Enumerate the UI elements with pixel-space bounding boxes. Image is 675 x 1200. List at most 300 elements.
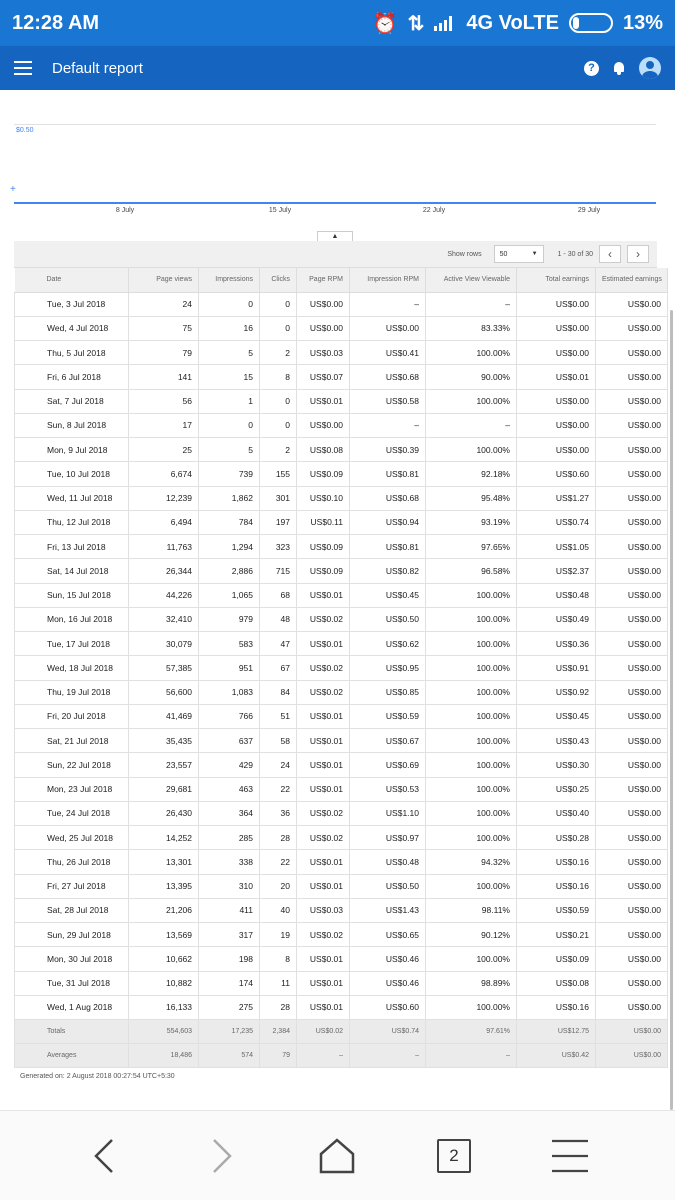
table-cell: US$1.27 bbox=[517, 486, 596, 510]
forward-button[interactable] bbox=[196, 1131, 246, 1181]
table-cell: Wed, 1 Aug 2018 bbox=[15, 995, 129, 1019]
table-cell: 951 bbox=[199, 656, 260, 680]
table-cell: 98.11% bbox=[426, 898, 517, 922]
table-cell: US$0.01 bbox=[297, 753, 350, 777]
table-cell: 1,862 bbox=[199, 486, 260, 510]
table-cell: US$0.00 bbox=[350, 316, 426, 340]
table-cell: Tue, 31 Jul 2018 bbox=[15, 971, 129, 995]
chart-x-tick-label: 22 July bbox=[422, 207, 446, 214]
table-cell: 2 bbox=[260, 438, 297, 462]
table-cell: US$0.60 bbox=[517, 462, 596, 486]
column-header[interactable]: Total earnings bbox=[517, 268, 596, 292]
table-cell: Wed, 4 Jul 2018 bbox=[15, 316, 129, 340]
table-cell: US$0.07 bbox=[297, 365, 350, 389]
table-cell: Wed, 11 Jul 2018 bbox=[15, 486, 129, 510]
table-cell: 1 bbox=[199, 389, 260, 413]
chart-x-tick-label: 15 July bbox=[268, 207, 292, 214]
table-cell: 11,763 bbox=[129, 535, 199, 559]
table-cell: 25 bbox=[129, 438, 199, 462]
table-cell: US$0.02 bbox=[297, 801, 350, 825]
table-cell: 637 bbox=[199, 729, 260, 753]
table-cell: Thu, 26 Jul 2018 bbox=[15, 850, 129, 874]
table-cell: US$0.36 bbox=[517, 632, 596, 656]
table-cell: US$0.50 bbox=[350, 607, 426, 631]
table-cell: 310 bbox=[199, 874, 260, 898]
table-cell: US$0.39 bbox=[350, 438, 426, 462]
totals-cell: US$0.02 bbox=[297, 1020, 350, 1044]
table-cell: US$0.00 bbox=[297, 316, 350, 340]
battery-icon bbox=[569, 13, 613, 33]
table-cell: US$0.46 bbox=[350, 971, 426, 995]
table-cell: US$0.00 bbox=[596, 656, 668, 680]
table-cell: US$0.50 bbox=[350, 874, 426, 898]
table-cell: 56 bbox=[129, 389, 199, 413]
table-cell: 40 bbox=[260, 898, 297, 922]
table-cell: 44,226 bbox=[129, 583, 199, 607]
table-cell: Fri, 27 Jul 2018 bbox=[15, 874, 129, 898]
table-cell: 715 bbox=[260, 559, 297, 583]
table-row bbox=[15, 777, 668, 801]
totals-row bbox=[15, 1020, 668, 1044]
back-chevron-icon bbox=[90, 1136, 120, 1176]
table-row bbox=[15, 850, 668, 874]
status-bar bbox=[0, 0, 675, 46]
table-cell: US$0.95 bbox=[350, 656, 426, 680]
table-cell: Mon, 16 Jul 2018 bbox=[15, 607, 129, 631]
show-rows-label: Show rows bbox=[447, 250, 482, 258]
table-cell: US$0.16 bbox=[517, 995, 596, 1019]
table-cell: 275 bbox=[199, 995, 260, 1019]
column-header[interactable]: Impressions bbox=[199, 268, 260, 292]
table-cell: 93.19% bbox=[426, 510, 517, 534]
table-cell: US$0.01 bbox=[297, 971, 350, 995]
chart-x-tick-label: 29 July bbox=[577, 207, 601, 214]
table-cell: Wed, 25 Jul 2018 bbox=[15, 826, 129, 850]
table-cell: US$0.62 bbox=[350, 632, 426, 656]
table-cell: US$0.00 bbox=[517, 292, 596, 316]
page-title: Default report bbox=[52, 59, 143, 77]
totals-cell: Totals bbox=[15, 1020, 129, 1044]
table-cell: Wed, 18 Jul 2018 bbox=[15, 656, 129, 680]
table-cell: 84 bbox=[260, 680, 297, 704]
next-page-button[interactable] bbox=[627, 245, 649, 263]
table-cell: Sat, 7 Jul 2018 bbox=[15, 389, 129, 413]
table-cell: Sat, 21 Jul 2018 bbox=[15, 729, 129, 753]
table-cell: US$1.43 bbox=[350, 898, 426, 922]
table-cell: US$0.45 bbox=[517, 704, 596, 728]
back-button[interactable] bbox=[80, 1131, 130, 1181]
table-cell: – bbox=[350, 292, 426, 316]
table-cell: 32,410 bbox=[129, 607, 199, 631]
table-header-row bbox=[15, 268, 668, 292]
table-cell: 784 bbox=[199, 510, 260, 534]
table-cell: 47 bbox=[260, 632, 297, 656]
table-cell: US$0.01 bbox=[297, 777, 350, 801]
table-cell: – bbox=[350, 413, 426, 437]
table-cell: 29,681 bbox=[129, 777, 199, 801]
table-row bbox=[15, 462, 668, 486]
table-cell: US$0.00 bbox=[517, 316, 596, 340]
averages-row bbox=[15, 1044, 668, 1068]
table-cell: US$0.58 bbox=[350, 389, 426, 413]
table-cell: US$0.00 bbox=[596, 947, 668, 971]
table-cell: 94.32% bbox=[426, 850, 517, 874]
table-cell: US$0.00 bbox=[596, 510, 668, 534]
column-header[interactable]: Estimated earnings bbox=[596, 268, 668, 292]
averages-cell: US$0.42 bbox=[517, 1044, 596, 1068]
home-icon bbox=[317, 1136, 357, 1176]
table-row bbox=[15, 753, 668, 777]
table-row bbox=[15, 438, 668, 462]
data-transfer-icon: ⇅ bbox=[407, 12, 425, 35]
table-cell: US$0.60 bbox=[350, 995, 426, 1019]
table-cell: 10,882 bbox=[129, 971, 199, 995]
table-cell: US$2.37 bbox=[517, 559, 596, 583]
network-type: 4G VoLTE bbox=[466, 11, 559, 34]
table-row bbox=[15, 680, 668, 704]
table-row bbox=[15, 656, 668, 680]
table-cell: US$0.46 bbox=[350, 947, 426, 971]
table-row bbox=[15, 826, 668, 850]
table-cell: 14,252 bbox=[129, 826, 199, 850]
app-bar bbox=[0, 46, 675, 90]
table-cell: 15 bbox=[199, 365, 260, 389]
table-cell: US$0.59 bbox=[350, 704, 426, 728]
table-cell: US$0.28 bbox=[517, 826, 596, 850]
totals-cell: 17,235 bbox=[199, 1020, 260, 1044]
table-cell: US$0.09 bbox=[517, 947, 596, 971]
scrollbar[interactable] bbox=[670, 310, 673, 1110]
table-cell: US$0.41 bbox=[350, 341, 426, 365]
table-cell: US$0.74 bbox=[517, 510, 596, 534]
table-cell: 28 bbox=[260, 995, 297, 1019]
table-cell: Fri, 6 Jul 2018 bbox=[15, 365, 129, 389]
table-cell: 90.00% bbox=[426, 365, 517, 389]
column-header[interactable]: Clicks bbox=[260, 268, 297, 292]
table-row bbox=[15, 535, 668, 559]
chevron-left-icon: ‹ bbox=[608, 247, 612, 261]
table-cell: US$0.00 bbox=[596, 486, 668, 510]
column-header[interactable]: Page views bbox=[129, 268, 199, 292]
table-cell: 100.00% bbox=[426, 389, 517, 413]
table-cell: US$0.00 bbox=[596, 632, 668, 656]
table-cell: 739 bbox=[199, 462, 260, 486]
table-cell: US$0.48 bbox=[517, 583, 596, 607]
forward-chevron-icon bbox=[206, 1136, 236, 1176]
table-cell: 10,662 bbox=[129, 947, 199, 971]
help-icon[interactable]: ? bbox=[584, 61, 599, 76]
table-cell: 58 bbox=[260, 729, 297, 753]
table-cell: 317 bbox=[199, 923, 260, 947]
table-row bbox=[15, 947, 668, 971]
table-cell: US$0.00 bbox=[596, 559, 668, 583]
table-cell: US$0.97 bbox=[350, 826, 426, 850]
table-cell: US$0.00 bbox=[596, 898, 668, 922]
table-cell: 5 bbox=[199, 438, 260, 462]
table-cell: US$0.00 bbox=[596, 607, 668, 631]
table-cell: – bbox=[426, 292, 517, 316]
table-cell: 51 bbox=[260, 704, 297, 728]
table-cell: 92.18% bbox=[426, 462, 517, 486]
column-header[interactable]: Page RPM bbox=[297, 268, 350, 292]
table-cell: 100.00% bbox=[426, 729, 517, 753]
table-cell: 285 bbox=[199, 826, 260, 850]
table-cell: – bbox=[426, 413, 517, 437]
table-cell: 1,294 bbox=[199, 535, 260, 559]
table-row bbox=[15, 729, 668, 753]
table-cell: Sat, 28 Jul 2018 bbox=[15, 898, 129, 922]
table-row bbox=[15, 632, 668, 656]
table-cell: US$0.01 bbox=[297, 729, 350, 753]
table-cell: US$0.00 bbox=[596, 729, 668, 753]
browser-menu-button[interactable] bbox=[545, 1131, 595, 1181]
table-row bbox=[15, 510, 668, 534]
table-cell: 0 bbox=[199, 292, 260, 316]
table-cell: US$0.00 bbox=[517, 341, 596, 365]
table-cell: 20 bbox=[260, 874, 297, 898]
table-cell: US$0.92 bbox=[517, 680, 596, 704]
table-cell: 338 bbox=[199, 850, 260, 874]
table-row bbox=[15, 971, 668, 995]
table-cell: 22 bbox=[260, 850, 297, 874]
table-cell: Mon, 30 Jul 2018 bbox=[15, 947, 129, 971]
table-cell: US$0.00 bbox=[517, 438, 596, 462]
table-cell: 323 bbox=[260, 535, 297, 559]
column-header[interactable]: Active View Viewable bbox=[426, 268, 517, 292]
table-cell: 1,065 bbox=[199, 583, 260, 607]
table-cell: 8 bbox=[260, 947, 297, 971]
tabs-button[interactable] bbox=[429, 1131, 479, 1181]
table-cell: US$0.68 bbox=[350, 365, 426, 389]
table-row bbox=[15, 316, 668, 340]
table-cell: 16,133 bbox=[129, 995, 199, 1019]
averages-cell: 79 bbox=[260, 1044, 297, 1068]
table-cell: US$0.00 bbox=[596, 704, 668, 728]
table-cell: US$0.01 bbox=[297, 704, 350, 728]
table-row bbox=[15, 341, 668, 365]
table-cell: 100.00% bbox=[426, 341, 517, 365]
table-cell: Sat, 14 Jul 2018 bbox=[15, 559, 129, 583]
table-cell: US$0.00 bbox=[596, 365, 668, 389]
table-cell: 2,886 bbox=[199, 559, 260, 583]
chart-gridline bbox=[14, 124, 656, 125]
table-cell: US$1.10 bbox=[350, 801, 426, 825]
table-cell: US$0.69 bbox=[350, 753, 426, 777]
table-cell: US$0.00 bbox=[596, 995, 668, 1019]
table-cell: US$0.30 bbox=[517, 753, 596, 777]
totals-cell: 97.61% bbox=[426, 1020, 517, 1044]
table-cell: US$0.00 bbox=[596, 292, 668, 316]
table-cell: US$0.00 bbox=[596, 535, 668, 559]
table-cell: Mon, 9 Jul 2018 bbox=[15, 438, 129, 462]
table-cell: US$0.08 bbox=[517, 971, 596, 995]
pagination-range: 1 - 30 of 30 bbox=[557, 250, 593, 258]
table-cell: Sun, 8 Jul 2018 bbox=[15, 413, 129, 437]
table-cell: 2 bbox=[260, 341, 297, 365]
table-cell: 0 bbox=[260, 316, 297, 340]
battery-level: 13% bbox=[622, 11, 663, 34]
table-cell: 0 bbox=[260, 292, 297, 316]
table-cell: US$0.00 bbox=[596, 316, 668, 340]
table-cell: US$0.01 bbox=[297, 874, 350, 898]
table-cell: US$0.00 bbox=[297, 292, 350, 316]
table-cell: US$0.43 bbox=[517, 729, 596, 753]
table-cell: 1,083 bbox=[199, 680, 260, 704]
table-cell: 41,469 bbox=[129, 704, 199, 728]
averages-cell: – bbox=[297, 1044, 350, 1068]
chevron-down-icon: ▼ bbox=[531, 251, 538, 257]
table-cell: US$0.94 bbox=[350, 510, 426, 534]
table-cell: US$0.03 bbox=[297, 341, 350, 365]
tab-count: 2 bbox=[437, 1139, 471, 1173]
table-cell: 11 bbox=[260, 971, 297, 995]
collapse-chart-button[interactable]: ▲ bbox=[317, 231, 353, 242]
table-cell: 26,430 bbox=[129, 801, 199, 825]
table-cell: US$0.08 bbox=[297, 438, 350, 462]
table-cell: 97.65% bbox=[426, 535, 517, 559]
table-cell: US$0.45 bbox=[350, 583, 426, 607]
table-cell: 0 bbox=[199, 413, 260, 437]
table-cell: US$0.00 bbox=[596, 753, 668, 777]
table-row bbox=[15, 704, 668, 728]
table-cell: 26,344 bbox=[129, 559, 199, 583]
table-cell: 0 bbox=[260, 389, 297, 413]
table-cell: 30,079 bbox=[129, 632, 199, 656]
chart-x-tick-label: 8 July bbox=[115, 207, 135, 214]
generated-timestamp: Generated on: 2 August 2018 00:27:54 UTC+5:30 bbox=[20, 1073, 175, 1080]
table-row bbox=[15, 486, 668, 510]
menu-icon[interactable] bbox=[14, 61, 32, 75]
totals-cell: US$0.00 bbox=[596, 1020, 668, 1044]
averages-cell: 18,486 bbox=[129, 1044, 199, 1068]
table-cell: US$0.40 bbox=[517, 801, 596, 825]
table-cell: 28 bbox=[260, 826, 297, 850]
table-cell: US$0.00 bbox=[596, 923, 668, 947]
averages-cell: 574 bbox=[199, 1044, 260, 1068]
table-cell: US$0.03 bbox=[297, 898, 350, 922]
table-cell: 79 bbox=[129, 341, 199, 365]
table-cell: US$0.09 bbox=[297, 559, 350, 583]
column-header[interactable]: Date bbox=[15, 268, 129, 292]
averages-cell: Averages bbox=[15, 1044, 129, 1068]
table-cell: US$0.85 bbox=[350, 680, 426, 704]
table-cell: US$0.00 bbox=[596, 971, 668, 995]
table-cell: US$0.91 bbox=[517, 656, 596, 680]
table-cell: US$0.25 bbox=[517, 777, 596, 801]
table-cell: 100.00% bbox=[426, 753, 517, 777]
table-cell: 100.00% bbox=[426, 874, 517, 898]
table-cell: 23,557 bbox=[129, 753, 199, 777]
table-cell: 100.00% bbox=[426, 656, 517, 680]
table-cell: US$0.00 bbox=[596, 413, 668, 437]
table-cell: 100.00% bbox=[426, 995, 517, 1019]
table-cell: 95.48% bbox=[426, 486, 517, 510]
totals-cell: US$12.75 bbox=[517, 1020, 596, 1044]
table-cell: US$0.49 bbox=[517, 607, 596, 631]
table-cell: US$0.00 bbox=[517, 413, 596, 437]
table-cell: US$0.01 bbox=[297, 583, 350, 607]
table-cell: 141 bbox=[129, 365, 199, 389]
table-cell: 22 bbox=[260, 777, 297, 801]
table-cell: US$1.05 bbox=[517, 535, 596, 559]
column-header[interactable]: Impression RPM bbox=[350, 268, 426, 292]
table-cell: Tue, 24 Jul 2018 bbox=[15, 801, 129, 825]
table-cell: 48 bbox=[260, 607, 297, 631]
table-cell: 35,435 bbox=[129, 729, 199, 753]
table-cell: US$0.09 bbox=[297, 535, 350, 559]
table-row bbox=[15, 874, 668, 898]
table-cell: 155 bbox=[260, 462, 297, 486]
table-row bbox=[15, 801, 668, 825]
table-cell: 13,395 bbox=[129, 874, 199, 898]
table-cell: US$0.01 bbox=[297, 995, 350, 1019]
table-cell: 98.89% bbox=[426, 971, 517, 995]
table-cell: US$0.00 bbox=[596, 389, 668, 413]
table-cell: Thu, 19 Jul 2018 bbox=[15, 680, 129, 704]
table-cell: 67 bbox=[260, 656, 297, 680]
table-row bbox=[15, 292, 668, 316]
rows-per-page-select[interactable] bbox=[494, 245, 544, 263]
totals-cell: 2,384 bbox=[260, 1020, 297, 1044]
table-cell: US$0.00 bbox=[596, 438, 668, 462]
averages-cell: – bbox=[426, 1044, 517, 1068]
table-cell: US$0.00 bbox=[596, 826, 668, 850]
table-cell: US$0.01 bbox=[297, 850, 350, 874]
table-cell: Tue, 3 Jul 2018 bbox=[15, 292, 129, 316]
table-cell: 96.58% bbox=[426, 559, 517, 583]
table-cell: 36 bbox=[260, 801, 297, 825]
table-cell: 198 bbox=[199, 947, 260, 971]
account-avatar[interactable] bbox=[639, 57, 661, 79]
totals-cell: 554,603 bbox=[129, 1020, 199, 1044]
table-cell: Fri, 13 Jul 2018 bbox=[15, 535, 129, 559]
table-row bbox=[15, 583, 668, 607]
table-cell: US$0.02 bbox=[297, 923, 350, 947]
previous-page-button[interactable] bbox=[599, 245, 621, 263]
table-cell: US$0.00 bbox=[596, 850, 668, 874]
table-cell: 0 bbox=[260, 413, 297, 437]
table-cell: 174 bbox=[199, 971, 260, 995]
table-cell: 5 bbox=[199, 341, 260, 365]
rows-per-page-value: 50 bbox=[499, 250, 508, 258]
table-cell: Sun, 15 Jul 2018 bbox=[15, 583, 129, 607]
totals-cell: US$0.74 bbox=[350, 1020, 426, 1044]
table-cell: 429 bbox=[199, 753, 260, 777]
table-cell: US$0.00 bbox=[596, 874, 668, 898]
table-cell: 411 bbox=[199, 898, 260, 922]
table-cell: 24 bbox=[260, 753, 297, 777]
table-cell: US$0.01 bbox=[517, 365, 596, 389]
table-cell: 100.00% bbox=[426, 777, 517, 801]
table-cell: US$0.81 bbox=[350, 462, 426, 486]
table-cell: 6,494 bbox=[129, 510, 199, 534]
table-cell: 13,569 bbox=[129, 923, 199, 947]
table-cell: 17 bbox=[129, 413, 199, 437]
notifications-icon[interactable] bbox=[613, 61, 625, 75]
table-cell: US$0.00 bbox=[596, 341, 668, 365]
chart-series-line bbox=[14, 202, 656, 204]
table-cell: 68 bbox=[260, 583, 297, 607]
table-cell: Fri, 20 Jul 2018 bbox=[15, 704, 129, 728]
home-button[interactable] bbox=[312, 1131, 362, 1181]
table-cell: US$0.02 bbox=[297, 826, 350, 850]
table-cell: 583 bbox=[199, 632, 260, 656]
table-cell: 301 bbox=[260, 486, 297, 510]
table-cell: 100.00% bbox=[426, 947, 517, 971]
table-cell: US$0.09 bbox=[297, 462, 350, 486]
table-cell: US$0.00 bbox=[596, 680, 668, 704]
averages-cell: US$0.00 bbox=[596, 1044, 668, 1068]
